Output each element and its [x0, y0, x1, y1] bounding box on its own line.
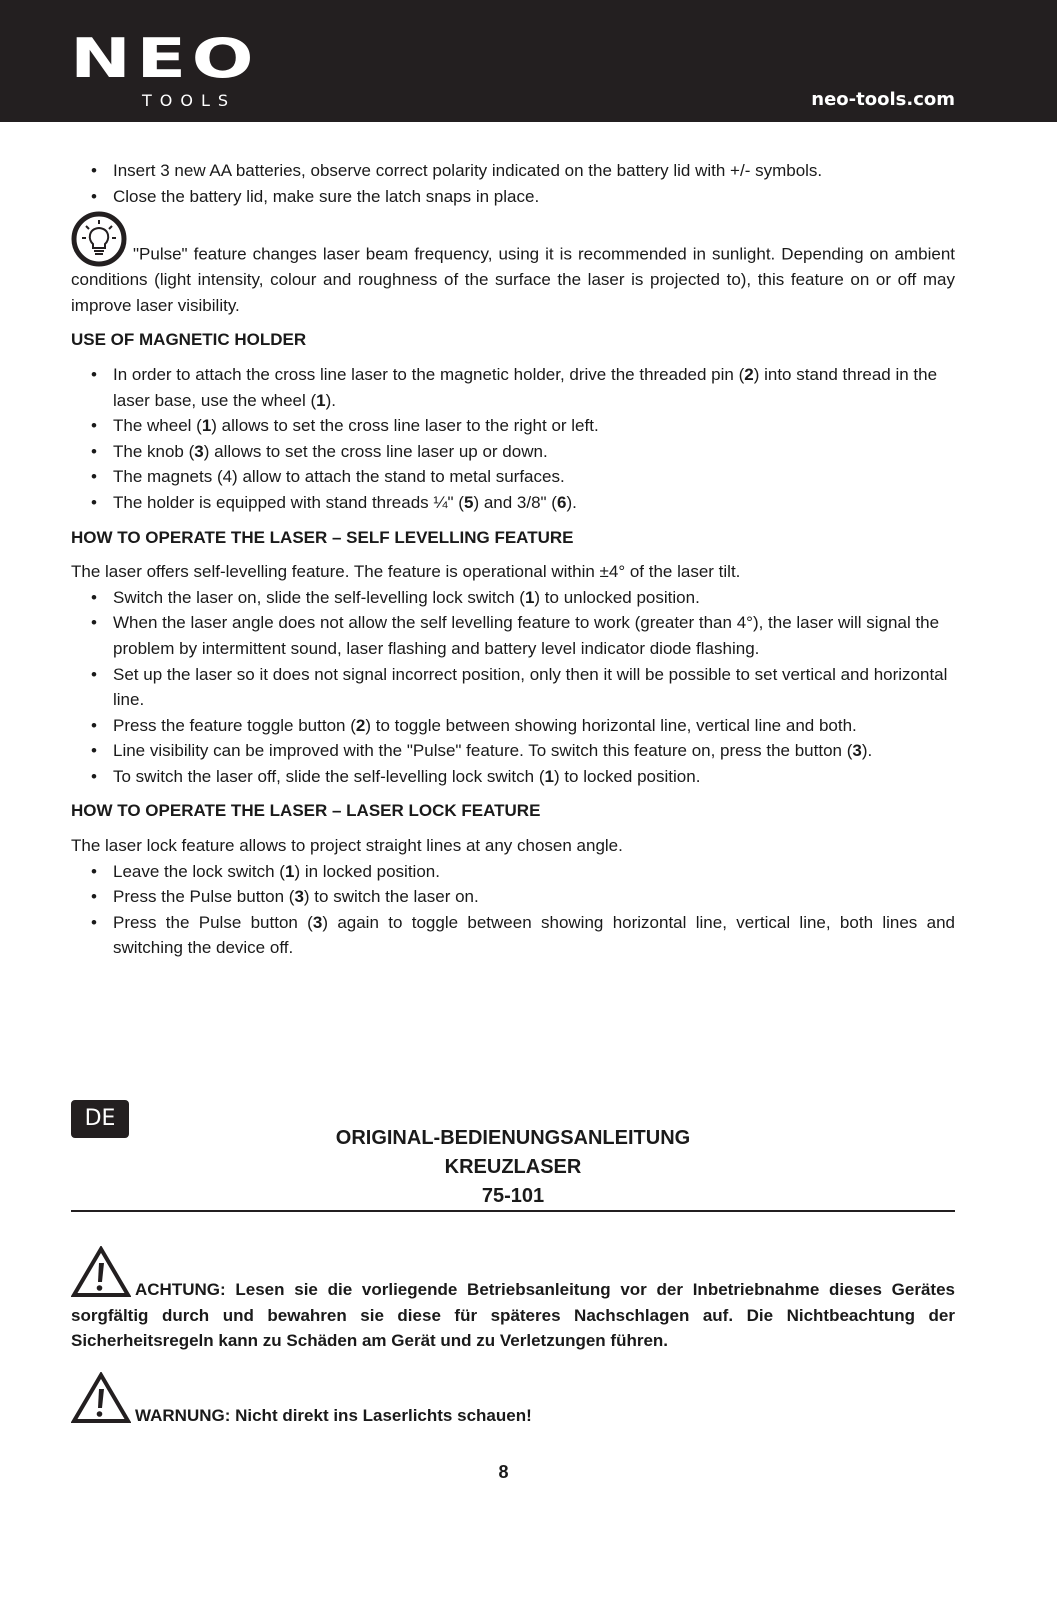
section-heading-magnetic-holder: USE OF MAGNETIC HOLDER	[71, 330, 307, 350]
title-line: ORIGINAL-BEDIENUNGSANLEITUNG	[335, 1127, 691, 1149]
self-levelling-list	[71, 585, 955, 790]
warning-triangle-icon	[71, 1372, 131, 1424]
list-item-text: In order to attach the cross line laser to the magnetic holder, drive the threaded pin (	[113, 364, 745, 384]
list-item-text: Leave the lock switch (	[113, 861, 285, 881]
list-item-text: Press the Pulse button (	[113, 887, 295, 907]
part-number: 6	[556, 492, 567, 512]
part-number: 5	[463, 492, 474, 512]
list-item-text: ) and 3/8" (	[473, 492, 557, 512]
list-item-text: The magnets (4) allow to attach the stand to metal surfaces.	[113, 467, 565, 487]
website-url: neo-tools.com	[811, 89, 955, 110]
list-item	[71, 662, 955, 713]
part-number: 3	[194, 441, 204, 461]
brand-logo-subtitle: TOOLS	[142, 91, 237, 110]
list-item-text: To switch the laser off, slide the self-levelling lock switch (	[113, 766, 545, 786]
list-item-text: ) again to toggle between showing horizontal line, vertical line, both lines and switching the device off.	[113, 912, 956, 958]
list-item	[71, 585, 955, 611]
part-number: 3	[312, 912, 323, 932]
list-item-text: ) in locked position.	[294, 861, 440, 881]
part-number: 2	[744, 364, 754, 384]
warning-triangle-icon	[71, 1246, 131, 1298]
title-line: 75-101	[481, 1185, 545, 1207]
laser-lock-list	[71, 859, 955, 961]
part-number: 2	[355, 715, 366, 735]
list-item-text: ) allows to set the cross line laser up or down.	[203, 441, 548, 461]
lightbulb-tip-icon	[71, 211, 127, 267]
list-item	[71, 610, 955, 661]
german-section-title	[71, 1124, 955, 1211]
self-levelling-intro: The laser offers self-levelling feature. The feature is operational within ±4° of the laser tilt.	[71, 562, 741, 582]
list-item	[71, 884, 955, 910]
part-number: 3	[852, 741, 862, 761]
part-number: 1	[201, 416, 212, 436]
page-header	[0, 0, 1057, 122]
magnetic-holder-list	[71, 362, 955, 516]
divider	[71, 1210, 955, 1212]
pulse-tip	[71, 211, 955, 318]
list-item	[71, 439, 955, 465]
list-item-text: ) to locked position.	[553, 766, 701, 786]
language-badge-de: DE	[71, 1100, 129, 1138]
part-number: 1	[524, 587, 535, 607]
part-number: 3	[294, 887, 304, 907]
pulse-tip-text: "Pulse" feature changes laser beam frequency, using it is recommended in sunlight. Depending on ambient conditions (light intensity, colour and roughness of the surface the laser is projected to), this feature on or off may improve laser visibility.	[71, 244, 955, 315]
list-item	[71, 490, 955, 516]
brand-logo: NEO	[70, 27, 259, 90]
page-number: 8	[498, 1462, 509, 1482]
list-item	[71, 413, 955, 439]
title-line: KREUZLASER	[444, 1156, 582, 1178]
list-item-text: When the laser angle does not allow the self levelling feature to work (greater than 4°), the laser will signal the problem by intermittent sound, laser flashing and battery level indicator diode flashing.	[113, 613, 940, 658]
laser-lock-intro: The laser lock feature allows to project straight lines at any chosen angle.	[71, 836, 623, 856]
list-item-text: The knob (	[113, 441, 195, 461]
warning-text: WARNUNG: Nicht direkt ins Laserlichts schauen!	[135, 1406, 532, 1425]
manual-content	[71, 158, 955, 961]
caution-text: ACHTUNG: Lesen sie die vorliegende Betriebsanleitung vor der Inbetriebnahme dieses Gerätes sorgfältig durch und bewahren sie diese für späteres Nachschlagen auf. Die Nichtbeachtung der Sicherheitsregeln kann zu Schäden am Gerät und zu Verletzungen führen.	[71, 1280, 955, 1351]
list-item-text: Press the Pulse button (	[113, 912, 313, 932]
list-item-text: ) to unlocked position.	[534, 587, 700, 607]
list-item-text: Set up the laser so it does not signal incorrect position, only then it will be possible to set vertical and horizontal line.	[113, 664, 948, 710]
list-item	[71, 764, 955, 790]
list-item-text: The holder is equipped with stand threads ¼" (	[113, 492, 464, 512]
section-heading-laser-lock: HOW TO OPERATE THE LASER – LASER LOCK FEATURE	[71, 801, 541, 821]
caution-notice	[71, 1246, 955, 1354]
section-heading-self-levelling: HOW TO OPERATE THE LASER – SELF LEVELLING FEATURE	[71, 527, 574, 547]
list-item-text: Line visibility can be improved with the "Pulse" feature. To switch this feature on, press the button (	[113, 741, 853, 761]
list-item-text: ) to switch the laser on.	[303, 887, 479, 907]
list-item-text: ) to toggle between showing horizontal line, vertical line and both.	[365, 715, 857, 735]
list-item	[71, 464, 955, 490]
battery-steps-list	[71, 158, 955, 209]
part-number: 1	[544, 766, 554, 786]
list-item	[71, 738, 955, 764]
list-item	[71, 910, 955, 961]
list-item-text: Switch the laser on, slide the self-levelling lock switch (	[113, 587, 525, 607]
list-item-text: ).	[566, 492, 577, 512]
list-item-text: ).	[861, 741, 873, 761]
part-number: 1	[316, 390, 326, 410]
list-item	[71, 362, 955, 413]
list-item-text: The wheel (	[113, 416, 202, 436]
list-item	[71, 859, 955, 885]
warning-notice	[71, 1372, 955, 1429]
list-item: • Close the battery lid, make sure the latch snaps in place.	[71, 184, 955, 210]
list-item-text: ).	[325, 390, 337, 410]
list-item-text: Press the feature toggle button (	[113, 715, 356, 735]
list-item: • Insert 3 new AA batteries, observe correct polarity indicated on the battery lid with +/- symbols.	[71, 158, 955, 184]
list-item	[71, 713, 955, 739]
part-number: 1	[284, 861, 295, 881]
list-item-text: ) allows to set the cross line laser to the right or left.	[211, 416, 599, 436]
list-item-text: ) into stand thread in the laser base, use the wheel (	[113, 364, 938, 410]
